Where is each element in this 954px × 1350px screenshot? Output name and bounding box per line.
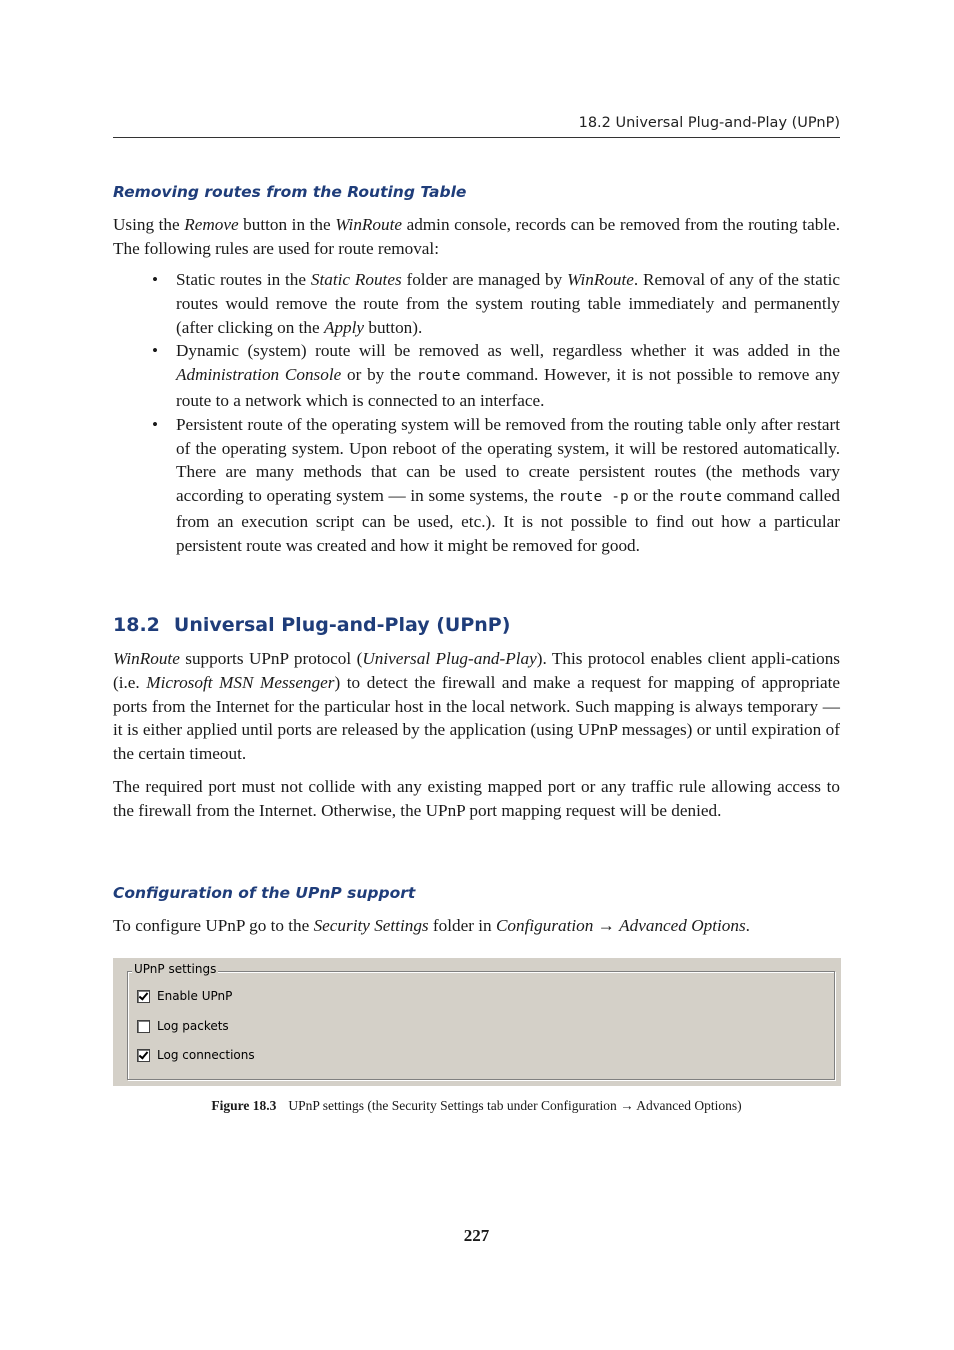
arrow: →: [593, 916, 620, 935]
config-paragraph: [113, 914, 840, 938]
text: To configure UPnP go to the: [113, 916, 314, 935]
text: button in the: [238, 215, 336, 234]
section-number: 18.2: [113, 614, 160, 636]
caption-text: UPnP settings (the Security Settings tab under Configuration → Advanced Options): [288, 1098, 742, 1113]
section-heading: [113, 614, 510, 636]
advanced-options-term: Advanced Options: [619, 916, 746, 935]
subsection-title-upnp-config: Configuration of the UPnP support: [113, 884, 416, 902]
route-command: route: [416, 368, 461, 385]
log-packets-checkbox[interactable]: [137, 1020, 150, 1033]
enable-upnp-label[interactable]: Enable UPnP: [157, 989, 233, 1003]
text: admin console, records can be removed from the routing table. The following rules are used for route removal:: [113, 215, 840, 258]
subsection-title-removing-routes: Removing routes from the Routing Table: [113, 183, 467, 201]
text: Static routes in the: [176, 270, 311, 289]
text: supports UPnP protocol (: [179, 649, 363, 668]
upnp-settings-group: [127, 971, 835, 1080]
text: ) to detect the firewall and make a request for mapping of appropriate ports from the Internet for the particular host in the local network. Such mapping is always temporary — it is either applied until ports are released by the application (using UPnP messages) or until expiration of the certain timeout.: [113, 672, 840, 764]
text: command called from an execution script can be used, etc.). It is not possible to find out how a particular persistent route was created and how it might be removed for good.: [176, 486, 840, 555]
winroute-term: WinRoute: [335, 215, 403, 234]
security-settings-term: Security Settings: [313, 916, 429, 935]
admin-console-term: Administration Console: [176, 365, 342, 385]
route-removal-rules-list: [113, 268, 840, 558]
text: or by the: [341, 365, 417, 385]
text: Using the: [113, 215, 185, 234]
enable-upnp-row[interactable]: [137, 989, 232, 1003]
log-connections-checkbox[interactable]: [137, 1049, 150, 1062]
configuration-term: Configuration: [495, 916, 594, 935]
intro-paragraph: [113, 213, 840, 261]
upnp-term: Universal Plug-and-Play: [362, 649, 537, 668]
log-connections-label[interactable]: Log connections: [157, 1048, 255, 1062]
list-item: [113, 268, 840, 339]
upnp-settings-screenshot: [113, 958, 841, 1086]
group-label: UPnP settings: [134, 962, 217, 976]
running-header: 18.2 Universal Plug-and-Play (UPnP): [578, 115, 840, 131]
static-routes-term: Static Routes: [310, 270, 402, 289]
log-packets-label[interactable]: Log packets: [157, 1019, 229, 1033]
text: folder are managed by: [401, 270, 568, 289]
text: .: [745, 916, 750, 935]
text: Persistent route of the operating system will be removed from the routing table only after restart of the operating system. Upon reboot of the operating system, it will be restored automatically. There are many methods that can be used to create persistent routes (the methods vary according to operating system — in some systems, the: [176, 414, 840, 506]
winroute-term: WinRoute: [113, 649, 180, 668]
header-rule: [113, 137, 840, 138]
text: Dynamic (system) route will be removed as well, regardless whether it was added in the: [176, 341, 840, 361]
figure-caption: [113, 1098, 840, 1114]
apply-term: Apply: [323, 317, 365, 337]
upnp-paragraph-2: The required port must not collide with any existing mapped port or any traffic rule allowing access to the firewall from the Internet. Otherwise, the UPnP port mapping request will be denied.: [113, 777, 840, 820]
route-command: route: [678, 489, 722, 506]
text: button).: [364, 317, 423, 337]
enable-upnp-checkbox[interactable]: [137, 990, 150, 1003]
msn-term: Microsoft MSN Messenger: [146, 672, 335, 692]
text: ). This protocol enables client appli-cations (i.e.: [113, 649, 840, 692]
list-item: [113, 413, 840, 558]
text: . Removal of any of the static routes would remove the route from the system routing table immediately and permanently (after clicking on the: [176, 270, 841, 337]
route-p-command: route -p: [558, 489, 629, 506]
caption-label: Figure 18.3: [211, 1098, 277, 1113]
log-packets-row[interactable]: [137, 1019, 229, 1033]
page-number: 227: [463, 1226, 490, 1245]
list-item: [113, 339, 840, 412]
log-connections-row[interactable]: [137, 1048, 255, 1062]
section-title: Universal Plug-and-Play (UPnP): [173, 614, 511, 636]
winroute-term: WinRoute: [567, 270, 634, 289]
text: command. However, it is not possible to remove any route to a network which is connected to an interface.: [176, 365, 840, 410]
upnp-paragraph-1: [113, 647, 840, 766]
text: folder in: [428, 916, 496, 935]
remove-term: Remove: [184, 215, 239, 234]
text: or the: [628, 486, 679, 506]
